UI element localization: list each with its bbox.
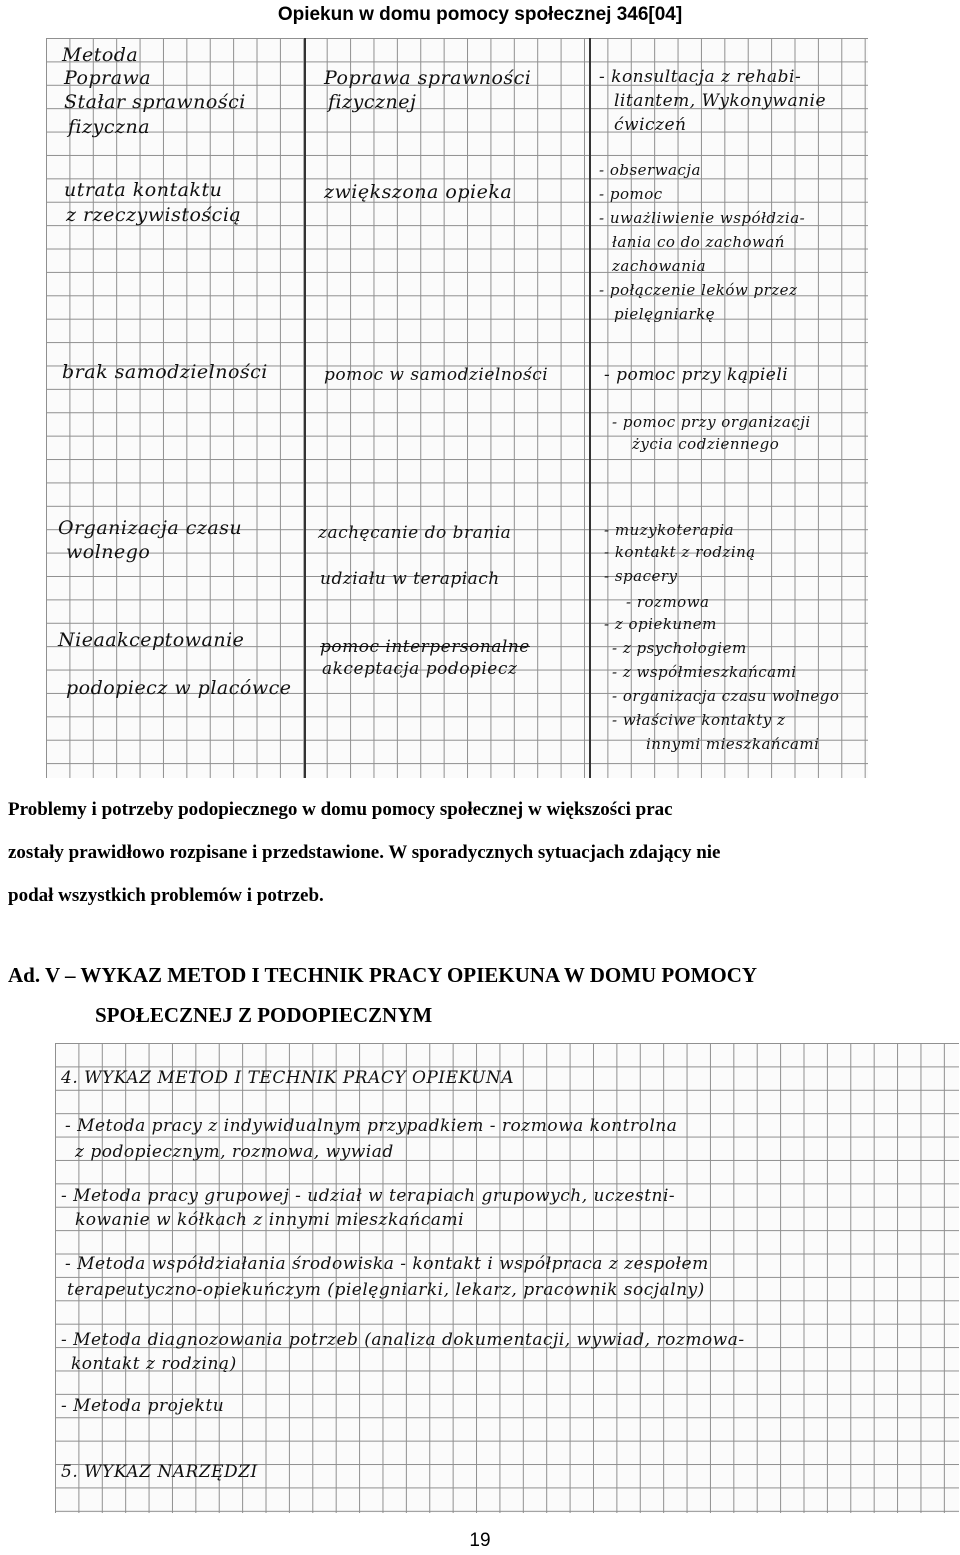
handwritten-text: - pomoc przy kąpieli	[604, 365, 789, 385]
handwritten-text: - rozmowa	[626, 593, 710, 611]
handwritten-table-scan	[46, 38, 868, 778]
handwritten-text: pomoc w samodzielności	[324, 365, 549, 385]
handwritten-text: - spacery	[604, 567, 678, 585]
paragraph-line: Problemy i potrzeby podopiecznego w domu pomocy społecznej w większości prac	[8, 799, 673, 820]
handwritten-text: - połączenie leków przez	[599, 281, 798, 299]
handwritten-text: życia codziennego	[632, 435, 780, 453]
handwritten-text: innymi mieszkańcami	[646, 735, 820, 753]
page-number: 19	[469, 1530, 491, 1551]
handwritten-text: pielęgniarkę	[614, 305, 716, 323]
handwritten-text: - obserwacja	[599, 161, 701, 179]
handwritten-text: Organizacja czasu	[58, 517, 243, 539]
handwritten-text: zachęcanie do brania	[318, 523, 512, 543]
handwritten-text: podopiecz w placówce	[66, 677, 292, 699]
section-heading	[8, 955, 952, 1035]
handwritten-text: kontakt z rodziną)	[71, 1354, 237, 1374]
handwritten-text: z podopiecznym, rozmowa, wywiad	[75, 1142, 394, 1162]
handwritten-text: Poprawa	[64, 67, 152, 89]
handwritten-text: - muzykoterapia	[604, 521, 735, 539]
handwritten-text: - z współmieszkańcami	[612, 663, 797, 681]
handwritten-text: - Metoda współdziałania środowiska - kontakt i współpraca z zespołem	[65, 1254, 709, 1274]
handwritten-text: - kontakt z rodziną	[604, 543, 756, 561]
handwritten-text: - Metoda pracy grupowej - udział w terapiach grupowych, uczestni-	[61, 1186, 676, 1206]
handwritten-text: - pomoc przy organizacji	[612, 413, 811, 431]
handwritten-text: Nieaakceptowanie	[58, 629, 245, 651]
handwritten-text: udziału w terapiach	[320, 569, 500, 589]
handwritten-text: Stałar sprawności	[64, 91, 246, 113]
handwritten-text: kowanie w kółkach z innymi mieszkańcami	[75, 1210, 465, 1230]
handwritten-text: - organizacja czasu wolnego	[612, 687, 840, 705]
handwritten-text: zachowania	[612, 257, 707, 275]
paragraph-line: podał wszystkich problemów i potrzeb.	[8, 885, 324, 906]
handwritten-text: - konsultacja z rehabi-	[599, 67, 802, 87]
handwritten-text: - właściwe kontakty z	[612, 711, 786, 729]
column-divider	[589, 38, 591, 778]
handwritten-text: 5. WYKAZ NARZĘDZI	[61, 1462, 258, 1482]
handwritten-text: fizyczna	[68, 116, 151, 138]
handwritten-text: zwiększona opieka	[324, 181, 513, 203]
handwritten-methods-scan	[55, 1043, 959, 1513]
section-heading-line: Ad. V – WYKAZ METOD I TECHNIK PRACY OPIEKUNA W DOMU POMOCY	[8, 963, 758, 987]
handwritten-text: brak samodzielności	[62, 361, 268, 383]
handwritten-text: - z opiekunem	[604, 615, 717, 633]
summary-paragraph	[8, 788, 938, 917]
paragraph-line: zostały prawidłowo rozpisane i przedstawione. W sporadycznych sytuacjach zdający nie	[8, 842, 721, 863]
handwritten-text: - z psychologiem	[612, 639, 747, 657]
handwritten-text: Poprawa sprawności	[324, 67, 532, 89]
section-heading-line: SPOŁECZNEJ Z PODOPIECZNYM	[95, 1003, 433, 1027]
handwritten-text: - Metoda pracy z indywidualnym przypadkiem - rozmowa kontrolna	[65, 1116, 678, 1136]
handwritten-text: - Metoda projektu	[61, 1396, 225, 1416]
handwritten-text: litantem, Wykonywanie	[614, 91, 827, 111]
column-divider	[304, 38, 306, 778]
handwritten-text: wolnego	[66, 541, 151, 563]
handwritten-text: - Metoda diagnozowania potrzeb (analiza dokumentacji, wywiad, rozmowa-	[61, 1330, 745, 1350]
handwritten-text: Metoda	[62, 44, 139, 66]
handwritten-text: z rzeczywistością	[66, 204, 242, 226]
handwritten-text: 4. WYKAZ METOD I TECHNIK PRACY OPIEKUNA	[61, 1068, 515, 1088]
handwritten-text: ćwiczeń	[614, 115, 687, 135]
page-header: Opiekun w domu pomocy społecznej 346[04]	[277, 4, 683, 25]
handwritten-text: - uważliwienie współdzia-	[599, 209, 806, 227]
handwritten-text: fizycznej	[328, 91, 417, 113]
handwritten-text: pomoc interpersonalne	[320, 637, 530, 657]
handwritten-text: utrata kontaktu	[64, 179, 223, 201]
handwritten-text: akceptacja podopiecz	[322, 659, 518, 679]
handwritten-text: łania co do zachowań	[612, 233, 785, 251]
handwritten-text: terapeutyczno-opiekuńczym (pielęgniarki, lekarz, pracownik socjalny)	[67, 1280, 705, 1300]
handwritten-text: - pomoc	[599, 185, 663, 203]
